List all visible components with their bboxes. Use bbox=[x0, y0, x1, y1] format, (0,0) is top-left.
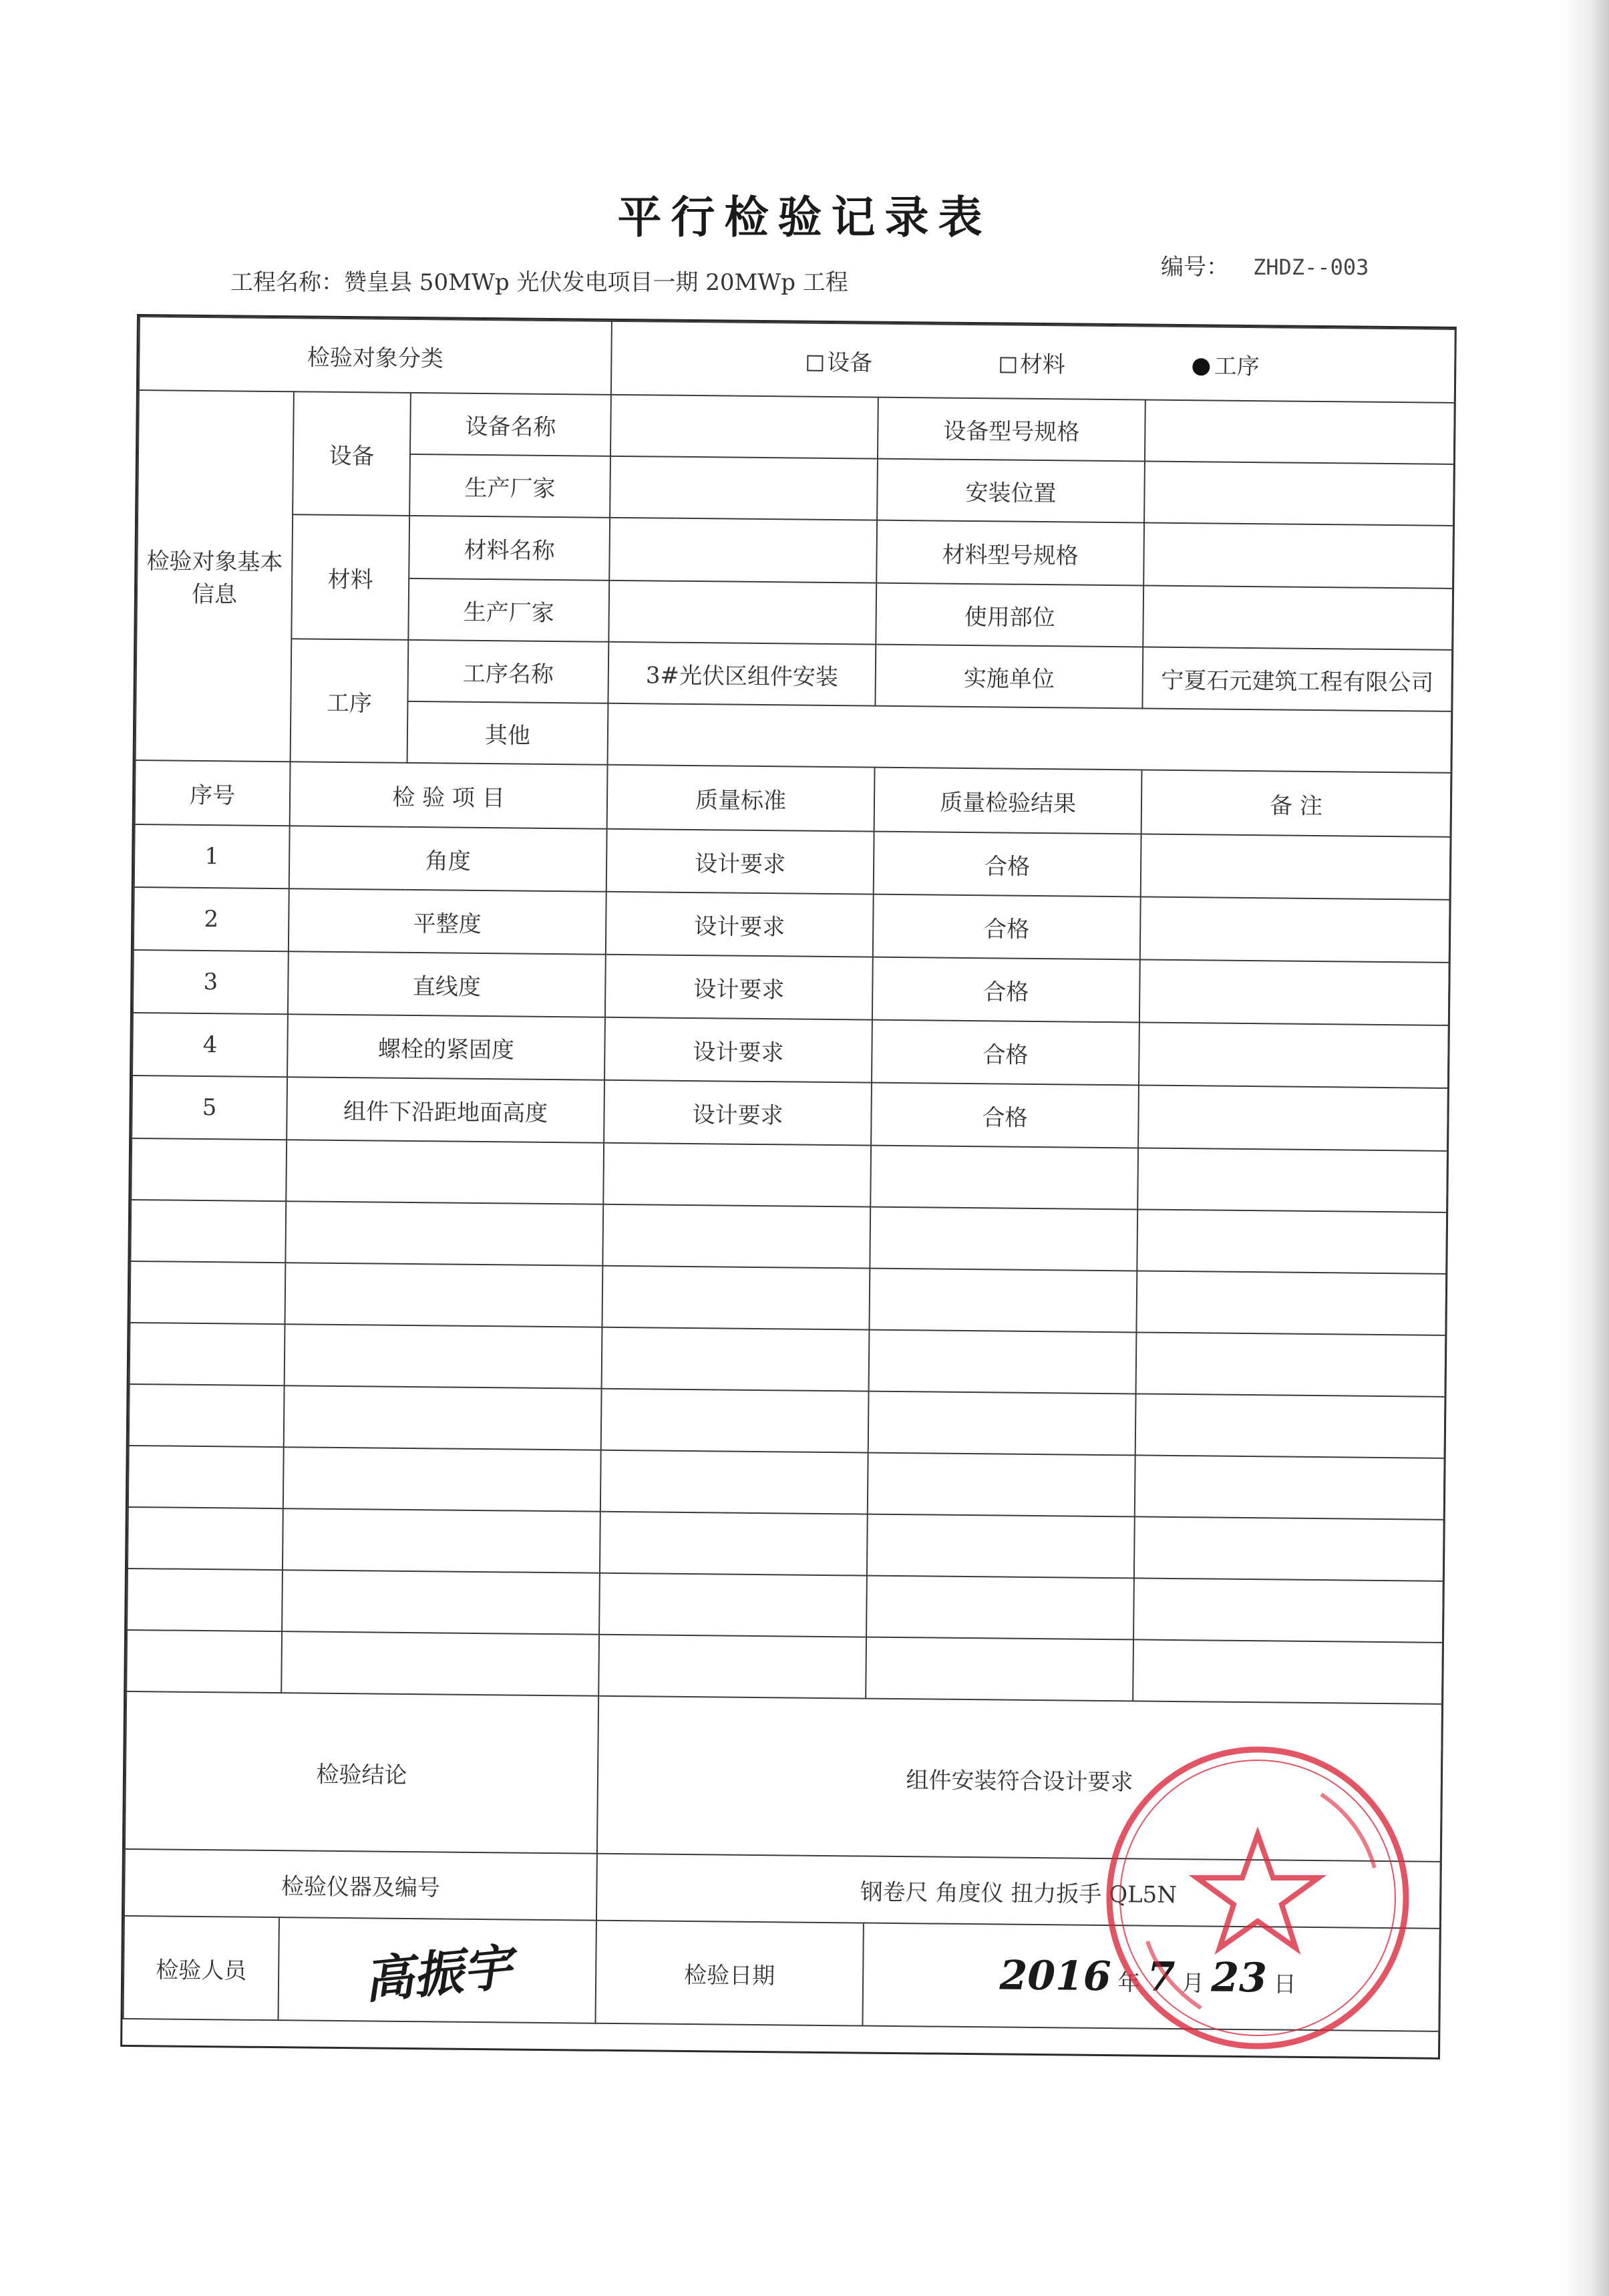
date-month-unit: 月 bbox=[1182, 1970, 1205, 1997]
classification-options bbox=[611, 321, 1455, 403]
date-year: 2016 bbox=[999, 1952, 1111, 2001]
row-seq bbox=[130, 1200, 286, 1263]
row-remark bbox=[1139, 959, 1449, 1025]
inspector-label: 检验人员 bbox=[124, 1916, 279, 2020]
row-item: 角度 bbox=[289, 826, 607, 892]
row-seq: 4 bbox=[132, 1013, 288, 1077]
equipment-maker-label: 生产厂家 bbox=[409, 454, 610, 518]
row-seq bbox=[127, 1569, 283, 1631]
row-result bbox=[869, 1269, 1137, 1333]
row-standard bbox=[601, 1389, 869, 1453]
process-group-label: 工序 bbox=[291, 639, 409, 763]
material-maker-label: 生产厂家 bbox=[408, 579, 609, 642]
row-item: 组件下沿距地面高度 bbox=[287, 1077, 604, 1143]
row-remark bbox=[1140, 896, 1450, 962]
row-result bbox=[870, 1207, 1137, 1271]
process-name-label: 工序名称 bbox=[407, 640, 608, 703]
equipment-name-value bbox=[610, 395, 878, 459]
row-result bbox=[868, 1453, 1135, 1517]
number-label: 编号： bbox=[1161, 254, 1229, 281]
option-equipment[interactable]: 设备 bbox=[807, 343, 872, 377]
process-other-label: 其他 bbox=[407, 701, 608, 765]
conclusion-label: 检验结论 bbox=[125, 1691, 598, 1854]
inspector-signature: 高振宇 bbox=[361, 1939, 514, 2010]
material-model-label: 材料型号规格 bbox=[876, 520, 1144, 586]
row-seq: 5 bbox=[132, 1076, 287, 1140]
row-item bbox=[281, 1631, 599, 1696]
row-remark bbox=[1141, 834, 1451, 899]
row-result bbox=[869, 1330, 1137, 1394]
row-remark bbox=[1136, 1271, 1446, 1335]
equipment-model-value bbox=[1145, 399, 1455, 464]
material-part-label: 使用部位 bbox=[876, 583, 1143, 647]
row-result bbox=[870, 1146, 1138, 1210]
date-day-unit: 日 bbox=[1273, 1971, 1296, 1998]
project-line bbox=[230, 264, 848, 297]
header-standard: 质量标准 bbox=[607, 765, 875, 832]
row-result bbox=[867, 1514, 1135, 1579]
checkbox-empty-icon bbox=[807, 355, 823, 371]
inspection-form bbox=[120, 314, 1457, 2060]
row-item bbox=[285, 1263, 602, 1327]
row-item bbox=[283, 1508, 600, 1573]
header-seq: 序号 bbox=[135, 760, 291, 826]
row-remark bbox=[1133, 1639, 1443, 1703]
equipment-location-label: 安装位置 bbox=[877, 459, 1145, 523]
row-remark bbox=[1138, 1085, 1448, 1150]
header-remark: 备 注 bbox=[1141, 770, 1451, 836]
row-seq: 2 bbox=[134, 887, 289, 951]
row-standard bbox=[602, 1266, 870, 1330]
row-seq bbox=[130, 1261, 286, 1324]
date-year-unit: 年 bbox=[1117, 1969, 1141, 1997]
number-value: ZHDZ--003 bbox=[1253, 255, 1369, 280]
material-name-value bbox=[609, 518, 877, 583]
row-item: 直线度 bbox=[288, 951, 606, 1017]
row-item: 螺栓的紧固度 bbox=[287, 1014, 605, 1080]
document-title: 平行检验记录表 bbox=[617, 191, 992, 243]
inspection-date-label: 检验日期 bbox=[596, 1921, 864, 2026]
inspection-date-value bbox=[862, 1923, 1439, 2031]
row-seq bbox=[131, 1138, 287, 1201]
row-result bbox=[868, 1391, 1136, 1456]
row-item bbox=[285, 1324, 602, 1389]
row-standard: 设计要求 bbox=[606, 829, 874, 894]
header-item: 检 验 项 目 bbox=[290, 762, 608, 829]
row-remark bbox=[1135, 1393, 1445, 1458]
checkbox-empty-icon bbox=[1000, 357, 1016, 373]
row-item bbox=[283, 1447, 601, 1512]
row-seq bbox=[128, 1507, 283, 1570]
row-item bbox=[285, 1201, 603, 1266]
process-other-value bbox=[608, 703, 1452, 773]
header-result: 质量检验结果 bbox=[874, 768, 1142, 834]
material-model-value bbox=[1143, 522, 1453, 588]
row-item bbox=[284, 1385, 602, 1450]
row-remark bbox=[1133, 1578, 1443, 1642]
instruments-row bbox=[124, 1849, 1441, 1929]
row-item: 平整度 bbox=[289, 888, 606, 955]
row-seq bbox=[128, 1446, 284, 1508]
project-name: 赞皇县 50MWp 光伏发电项目一期 20MWp 工程 bbox=[344, 269, 848, 296]
inspector-signature-cell bbox=[278, 1917, 596, 2023]
signature-row bbox=[124, 1916, 1440, 2031]
row-result: 合格 bbox=[871, 1083, 1139, 1148]
project-label: 工程名称： bbox=[230, 269, 344, 296]
row-standard bbox=[603, 1143, 871, 1207]
row-item bbox=[282, 1570, 600, 1635]
equipment-group-label: 设备 bbox=[293, 391, 411, 516]
row-standard bbox=[602, 1327, 870, 1391]
row-remark bbox=[1136, 1332, 1446, 1396]
classification-label: 检验对象分类 bbox=[139, 317, 612, 395]
classification-row bbox=[139, 317, 1455, 403]
material-part-value bbox=[1143, 585, 1453, 649]
row-result bbox=[866, 1576, 1134, 1640]
row-item bbox=[286, 1140, 604, 1204]
material-maker-value bbox=[608, 581, 876, 645]
page-edge-shadow bbox=[1562, 0, 1609, 2296]
row-standard bbox=[598, 1635, 866, 1699]
row-result: 合格 bbox=[874, 832, 1141, 897]
document-number bbox=[1161, 249, 1369, 281]
row-standard: 设计要求 bbox=[606, 892, 874, 957]
row-result: 合格 bbox=[873, 894, 1141, 960]
row-standard bbox=[600, 1450, 868, 1514]
row-seq bbox=[126, 1630, 282, 1693]
row-remark bbox=[1139, 1022, 1449, 1088]
equipment-model-label: 设备型号规格 bbox=[878, 397, 1145, 462]
conclusion-row bbox=[125, 1691, 1442, 1862]
row-remark bbox=[1135, 1455, 1445, 1519]
material-group-label: 材料 bbox=[291, 514, 409, 640]
instruments-label: 检验仪器及编号 bbox=[124, 1849, 597, 1921]
process-unit-value: 宁夏石元建筑工程有限公司 bbox=[1142, 647, 1452, 711]
row-standard: 设计要求 bbox=[604, 1080, 872, 1146]
conclusion-value: 组件安装符合设计要求 bbox=[597, 1696, 1442, 1862]
row-result: 合格 bbox=[872, 957, 1140, 1023]
row-seq: 3 bbox=[133, 950, 289, 1014]
row-result bbox=[866, 1637, 1133, 1701]
material-name-label: 材料名称 bbox=[409, 516, 610, 581]
items-header-row bbox=[135, 760, 1451, 837]
row-remark bbox=[1134, 1516, 1444, 1581]
equipment-name-label: 设备名称 bbox=[410, 393, 611, 456]
row-standard: 设计要求 bbox=[605, 955, 873, 1020]
option-material[interactable]: 材料 bbox=[1000, 345, 1065, 379]
form-table bbox=[122, 316, 1455, 2032]
option-process[interactable]: 工序 bbox=[1192, 347, 1259, 381]
row-standard: 设计要求 bbox=[604, 1017, 872, 1083]
process-unit-label: 实施单位 bbox=[875, 645, 1143, 709]
row-remark bbox=[1137, 1209, 1447, 1273]
row-standard bbox=[600, 1512, 868, 1576]
equipment-maker-value bbox=[610, 456, 878, 520]
date-month: 7 bbox=[1147, 1953, 1176, 2001]
date-day: 23 bbox=[1211, 1954, 1268, 2002]
row-remark bbox=[1137, 1148, 1447, 1212]
equipment-location-value bbox=[1144, 461, 1454, 525]
row-seq bbox=[130, 1323, 285, 1385]
row-standard bbox=[602, 1204, 870, 1269]
process-name-value: 3#光伏区组件安装 bbox=[608, 642, 876, 706]
row-seq: 1 bbox=[134, 824, 290, 888]
filled-circle-icon bbox=[1193, 358, 1210, 375]
row-result: 合格 bbox=[872, 1020, 1139, 1086]
row-standard bbox=[599, 1573, 867, 1637]
instruments-value: 钢卷尺 角度仪 扭力扳手 QL5N bbox=[596, 1854, 1441, 1929]
row-seq bbox=[129, 1384, 285, 1447]
basic-info-label: 检验对象基本信息 bbox=[136, 390, 294, 762]
